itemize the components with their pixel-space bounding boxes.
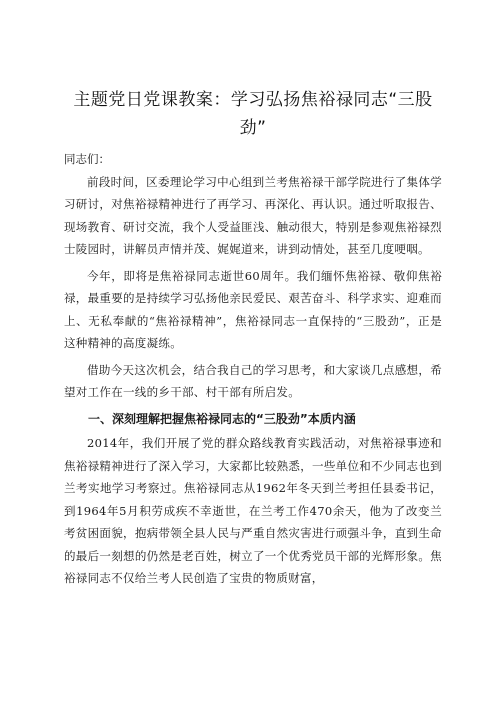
paragraph-3: 借助今天这次机会，结合我自己的学习思考，和大家谈几点感想，希望对工作在一线的乡干部、村干部有所启发。	[64, 362, 442, 399]
document-title: 主题党日党课教案：学习弘扬焦裕禄同志“三股劲”	[73, 90, 433, 138]
paragraph-4: 2014年，我们开展了党的群众路线教育实践活动，对焦裕禄事迹和焦裕禄精神进行了深入学习，大家都比较熟悉，一些单位和不少同志也到兰考实地学习考察过。焦裕禄同志从1962年冬天到兰考担任县委书记，到1964年5月积劳成疾不幸逝世，在兰考工作470余天，他为了改变兰考贫困面貌，抱病带领全县人民与严重自然灾害进行顽强斗争，直到生命的最后一刻想的仍然是老百姓，树立了一个优秀党员干部的光辉形象。焦裕禄同志不仅给兰考人民创造了宝贵的物质财富，	[64, 436, 442, 585]
salutation: 同志们：	[64, 152, 110, 166]
section-heading-1: 一、深刻理解把握焦裕禄同志的“三股劲”本质内涵	[88, 411, 356, 426]
paragraph-2: 今年，即将是焦裕禄同志逝世60周年。我们缅怀焦裕禄、敬仰焦裕禄，最重要的是持续学习弘扬他亲民爱民、艰苦奋斗、科学求实、迎难而上、无私奉献的“焦裕禄精神”，焦裕禄同志一直保持的“三股劲”，正是这种精神的高度凝练。	[64, 268, 442, 350]
document-page	[64, 86, 442, 594]
paragraph-1: 前段时间，区委理论学习中心组到兰考焦裕禄干部学院进行了集体学习研讨，对焦裕禄精神进行了再学习、再深化、再认识。通过听取报告、现场教育、研讨交流，我个人受益匪浅、触动很大，特别是参观焦裕禄烈士陵园时，讲解员声情并茂、娓娓道来，讲到动情处，甚至几度哽咽。	[64, 174, 442, 256]
